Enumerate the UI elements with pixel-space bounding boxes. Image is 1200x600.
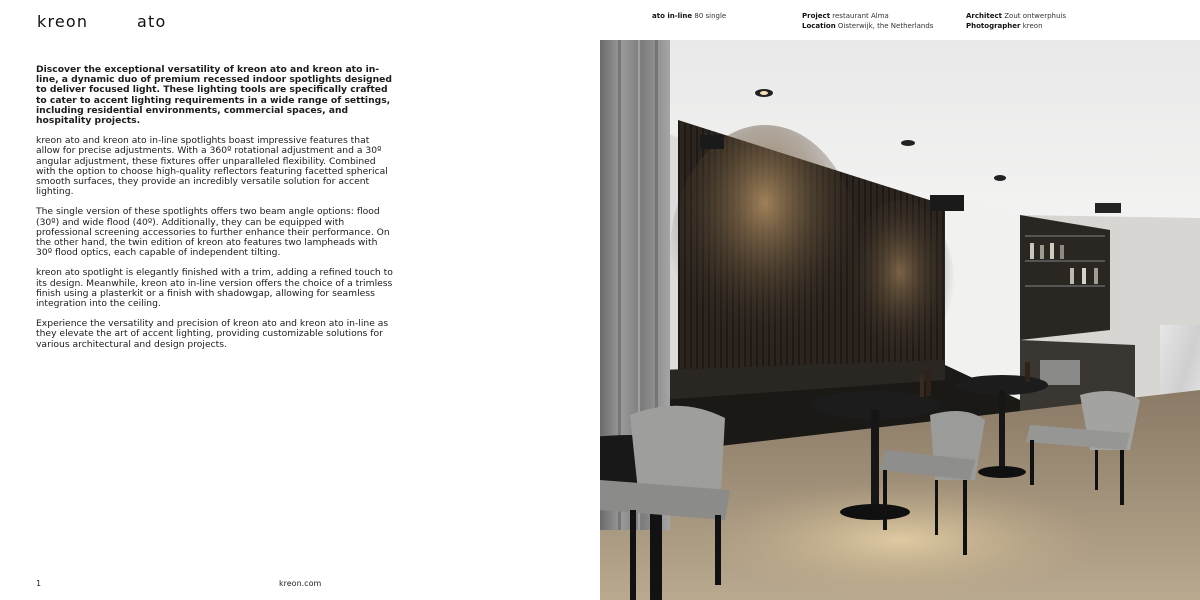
body-paragraph-2: The single version of these spotlights offers two beam angle options: flood (30º) and wide flood (40º). Additionally, they can be equipped with professional screening accessories to further enhance their performance. On the other hand, the twin edition of kreon ato features two lampheads with 30º flood optics, each capable of independent tilting. [36, 206, 390, 259]
floor-light [700, 480, 1100, 600]
article-body [36, 65, 394, 360]
page-number: 1 [36, 579, 42, 588]
brand-logo [37, 12, 166, 31]
speaker-left [700, 135, 724, 149]
wall-light-spot [670, 125, 860, 385]
caption-project-value: restaurant Alma [832, 12, 889, 20]
body-paragraph-3: kreon ato spotlight is elegantly finished with a trim, adding a refined touch to its design. Meanwhile, kreon ato in-line version offers the choice of a trimless finish using a plasterkit or a finish with shadowgap, allowing for seamless integration into the ceiling. [36, 267, 393, 310]
wall-light-spot-2 [845, 200, 955, 380]
caption-credits [966, 11, 1066, 31]
speaker-right [930, 195, 964, 211]
caption-product-value: 80 single [694, 12, 727, 20]
caption-product-label: ato in-line [652, 12, 693, 20]
brand-word-kreon: kreon [37, 12, 89, 31]
body-paragraph-4: Experience the versatility and precision of kreon ato and kreon ato in-line as they elevate the art of accent lighting, providing customizable solutions for various architectural and design projects. [36, 318, 389, 350]
caption-project-location [802, 11, 933, 31]
intro-paragraph: Discover the exceptional versatility of kreon ato and kreon ato in-line, a dynamic duo of premium recessed indoor spotlights designed to deliver focused light. These lighting tools are specifically crafted to cater to accent lighting requirements in a wide range of settings, including residential environments, commercial spaces, and hospitality projects. [36, 64, 392, 127]
caption-photographer-label: Photographer [966, 22, 1021, 30]
caption-product [652, 11, 726, 21]
body-paragraph-1: kreon ato and kreon ato in-line spotlights boast impressive features that allow for precise adjustments. With a 360º rotational adjustment and a 30º angular adjustment, these fixtures offer unparalleled flexibility. Combined with the option to choose high-quality reflectors featuring facetted spherical smooth surfaces, they provide an incredibly versatile solution for accent lighting. [36, 135, 388, 198]
brand-word-ato: ato [137, 12, 167, 31]
caption-photographer-value: kreon [1022, 22, 1043, 30]
caption-location-value: Oisterwijk, the Netherlands [837, 22, 934, 30]
caption-location-label: Location [802, 22, 836, 30]
coffee-machine [1040, 360, 1080, 385]
website-link[interactable]: kreon.com [279, 579, 322, 588]
photo-illustration [600, 40, 1200, 600]
caption-architect-value: Zout ontwerphuis [1004, 12, 1067, 20]
caption-project-label: Project [802, 12, 831, 20]
restaurant-interior-photo [600, 40, 1200, 600]
caption-architect-label: Architect [966, 12, 1002, 20]
